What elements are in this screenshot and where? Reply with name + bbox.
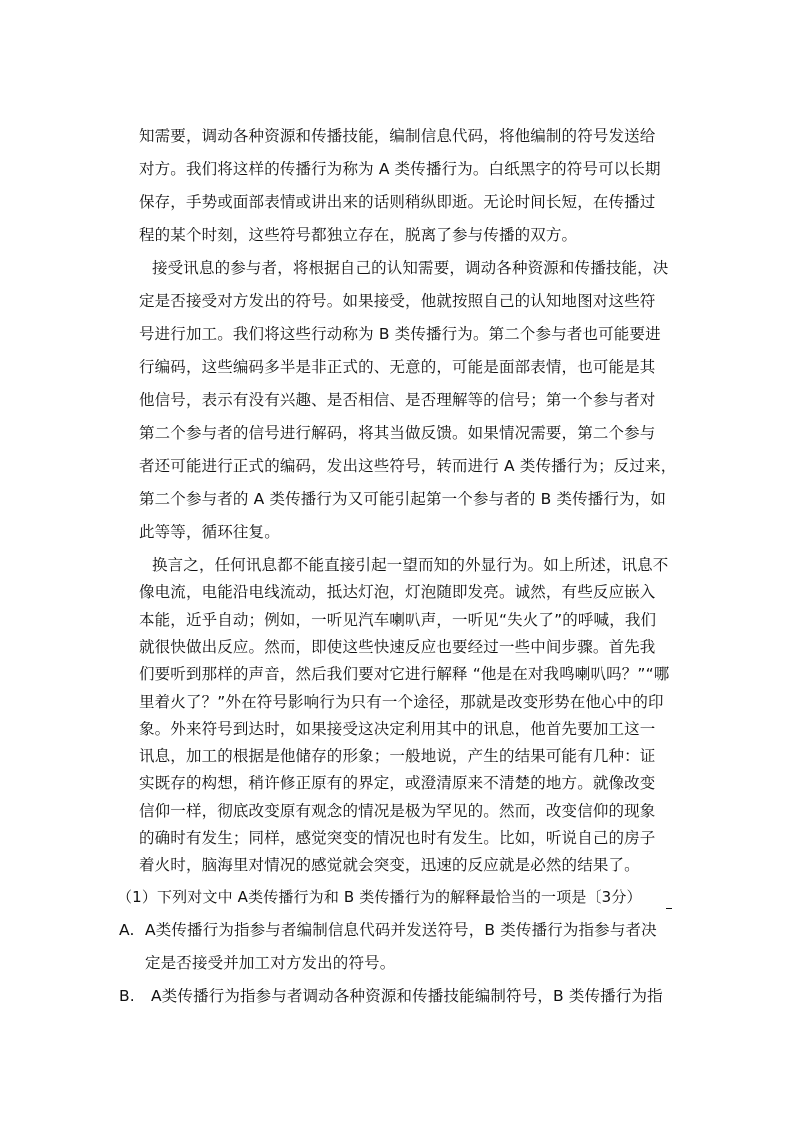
paragraph-line: 他信号，表示有没有兴趣、是否相信、是否理解等的信号；第一个参与者对	[139, 391, 656, 409]
paragraph-line: 行编码，这些编码多半是非正式的、无意的，可能是面部表情，也可能是其	[139, 358, 656, 376]
paragraph-line: 像电流，电能沿电线流动，抵达灯泡，灯泡随即发亮。诚然，有些反应嵌入	[139, 583, 656, 602]
paragraph-line: 者还可能进行正式的编码，发出这些符号，转而进行 A 类传播行为；反过来，	[139, 457, 677, 475]
option-label: A.	[119, 920, 135, 939]
paragraph-line: 程的某个时刻，这些符号都独立存在，脱离了参与传播的双方。	[139, 226, 578, 244]
paragraph-line: 号进行加工。我们将这些行动称为 B 类传播行为。第二个参与者也可能要进	[139, 325, 661, 343]
paragraph-line: 本能，近乎自动；例如，一听见汽车喇叭声，一听见“失火了”的呼喊，我们	[139, 610, 657, 629]
option-label: B.	[119, 986, 135, 1005]
answer-blank-underline	[666, 908, 672, 909]
paragraph-line: 就很快做出反应。然而，即使这些快速反应也要经过一些中间步骤。首先我	[139, 637, 656, 656]
option-line: A类传播行为指参与者调动各种资源和传播技能编制符号，B 类传播行为指	[151, 986, 663, 1005]
paragraph-line: 第二个参与者的信号进行解码，将其当做反馈。如果情况需要，第二个参与	[139, 424, 656, 442]
paragraph-line: 实既存的构想，稍许修正原有的界定，或澄清原来不清楚的地方。就像改变	[139, 774, 656, 793]
paragraph-line: 此等等，循环往复。	[139, 523, 280, 541]
paragraph-line: 着火时，脑海里对情况的感觉就会突变，迅速的反应就是必然的结果了。	[139, 856, 640, 875]
paragraph-line: 定是否接受对方发出的符号。如果接受，他就按照自己的认知地图对这些符	[139, 292, 656, 310]
paragraph-line: 接受讯息的参与者，将根据自己的认知需要，调动各种资源和传播技能，决	[152, 259, 669, 277]
paragraph-line: 们要听到那样的声音，然后我们要对它进行解释 “他是在对我鸣喇叭吗？”“哪	[139, 665, 670, 684]
paragraph-line: 的确时有发生；同样，感觉突变的情况也时有发生。比如，听说自己的房子	[139, 829, 656, 847]
option-line: 定是否接受并加工对方发出的符号。	[145, 953, 396, 972]
question-stem: （1）下列对文中 A类传播行为和 B 类传播行为的解释最恰当的一项是〔3分）	[117, 887, 642, 906]
paragraph-line: 象。外来符号到达时，如果接受这决定利用其中的讯息，他首先要加工这一	[139, 719, 656, 738]
paragraph-line: 里着火了？”外在符号影响行为只有一个途径，那就是改变形势在他心中的印	[139, 692, 664, 711]
option-line: A类传播行为指参与者编制信息代码并发送符号，B 类传播行为指参与者决	[145, 920, 657, 939]
paragraph-line: 保存，手势或面部表情或讲出来的话则稍纵即逝。无论时间长短，在传播过	[139, 193, 656, 211]
paragraph-line: 讯息，加工的根据是他储存的形象；一般地说，产生的结果可能有几种：证	[139, 747, 656, 766]
paragraph-line: 对方。我们将这样的传播行为称为 A 类传播行为。白纸黑字的符号可以长期	[139, 160, 661, 178]
paragraph-line: 信仰一样，彻底改变原有观念的情况是极为罕见的。然而，改变信仰的现象	[139, 801, 656, 820]
paragraph-line: 换言之，任何讯息都不能直接引起一望而知的外显行为。如上所述，讯息不	[152, 556, 669, 574]
paragraph-line: 第二个参与者的 A 类传播行为又可能引起第一个参与者的 B 类传播行为，如	[139, 490, 666, 508]
paragraph-line: 知需要，调动各种资源和传播技能，编制信息代码，将他编制的符号发送给	[139, 127, 656, 145]
